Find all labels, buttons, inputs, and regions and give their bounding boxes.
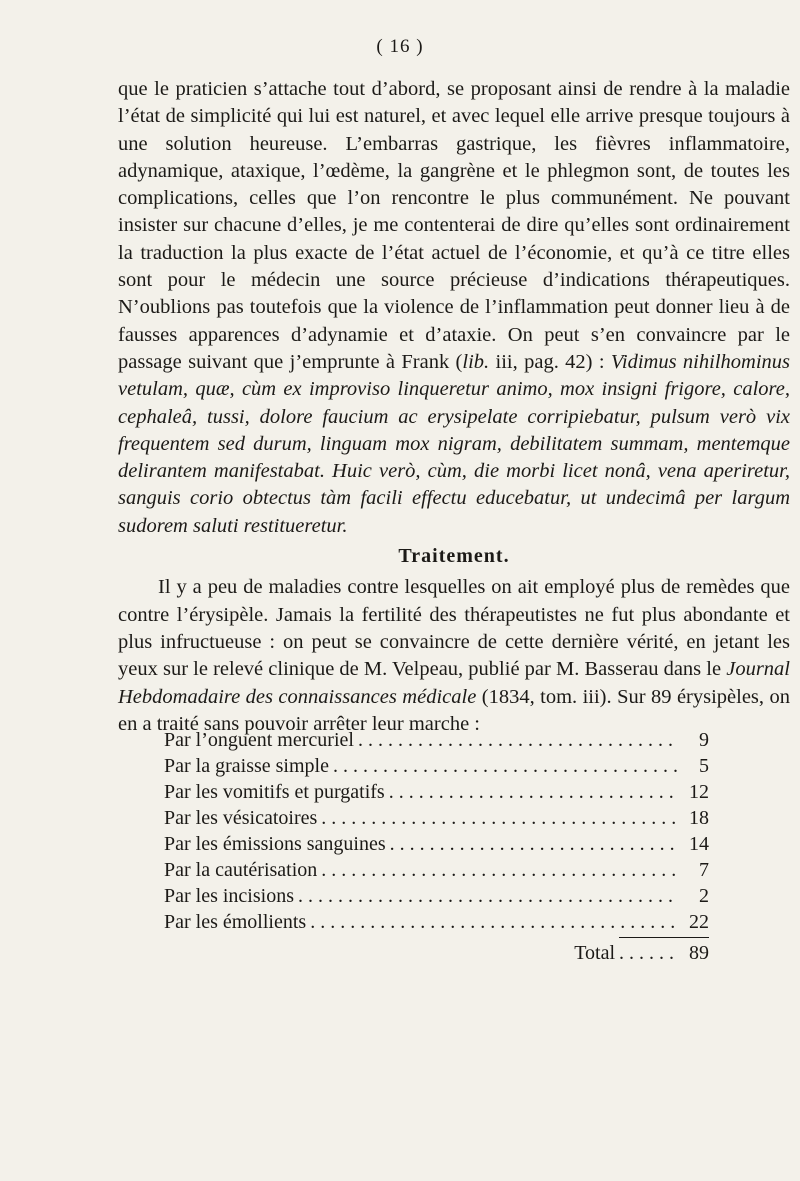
dot-leader: [298, 883, 679, 909]
tally-count: 18: [689, 807, 709, 829]
tally-row: [164, 857, 709, 883]
dot-leader: [390, 831, 679, 857]
tally-label: Par les émollients: [164, 911, 307, 933]
reference-rest: iii, pag. 42) :: [489, 350, 611, 373]
dot-leader: [310, 909, 679, 935]
dot-leader: [321, 805, 679, 831]
tally-row: [164, 753, 709, 779]
tally-count: 12: [689, 781, 709, 803]
tally-row: [164, 805, 709, 831]
body-text: [118, 76, 790, 738]
tally-label: Par les vomitifs et purgatifs: [164, 781, 385, 803]
tally-row: [164, 883, 709, 909]
tally-label: Par les vésicatoires: [164, 807, 318, 829]
dot-leader: [389, 779, 679, 805]
tally-count: 5: [699, 755, 709, 777]
tally-count: 9: [699, 729, 709, 751]
total-label: Total: [574, 942, 615, 964]
section-heading: Traitement.: [398, 545, 510, 568]
dot-leader: [619, 940, 679, 966]
paragraph-text: que le praticien s’attache tout d’abord, se proposant ainsi de rendre à la maladie l’état de simplicité qui lui est naturel, et avec lequel elle arrive presque toujours à une solution heureuse. L’embarras gastrique, les fièvres inflammatoire, adynamique, ataxique, l’œdème, la gangrène et le phlegmon sont, de toutes les complications, celles que l’on rencontre le plus communément. Ne pouvant insister sur chacune d’elles, je me contenterai de dire qu’elles sont ordinairement la traduction la plus exacte de l’état actuel de l’économie, et qu’à ce titre elles sont pour le médecin une source précieuse d’indications thérapeutiques. N’oublions pas toutefois que la violence de l’inflammation peut donner lieu à de fausses apparences d’adynamie et d’ataxie. On peut s’en convaincre par le passage suivant que j’emprunte à Frank (: [118, 78, 790, 373]
treatment-tally: [164, 727, 709, 966]
total-rule: [619, 937, 709, 938]
tally-label: Par les incisions: [164, 885, 294, 907]
paragraph-text: Il y a peu de maladies contre lesquelles on ait employé plus de remèdes que contre l’érysipèle. Jamais la fertilité des thérapeutistes ne fut plus abondante et plus infructueuse : on peut se convaincre de cette dernière vérité, en jetant les yeux sur le relevé clinique de M. Velpeau, publié par M. Basserau dans le: [118, 576, 790, 681]
tally-count: 7: [699, 859, 709, 881]
tally-row: [164, 727, 709, 753]
latin-quote: Vidimus nihilhominus vetulam, quæ, cùm ex improviso linqueretur animo, mox insigni frigore, calore, cephaleâ, tussi, dolore faucium ac erysipelate corripiebatur, pulsum verò vix frequentem sed durum, linguam mox nigram, debilitatem summam, mentemque delirantem manifestabat. Huic verò, cùm, die morbi licet nonâ, vena aperiretur, sanguis corio obtectus tàm facili effectu educebatur, ut undecimâ per largum sudorem saluti restitueretur.: [118, 350, 790, 537]
tally-label: Par les émissions sanguines: [164, 833, 386, 855]
tally-count: 22: [689, 911, 709, 933]
tally-count: 2: [699, 885, 709, 907]
tally-row: [164, 909, 709, 935]
tally-row: [164, 831, 709, 857]
total-row: [164, 940, 709, 966]
tally-label: Par la graisse simple: [164, 755, 329, 777]
tally-label: Par la cautérisation: [164, 859, 318, 881]
total-count: 89: [689, 942, 709, 964]
page-number: ( 16 ): [376, 36, 424, 57]
tally-label: Par l’onguent mercuriel: [164, 729, 354, 751]
tally-count: 14: [689, 833, 709, 855]
tally-row: [164, 779, 709, 805]
paragraph-treatment: [118, 574, 790, 738]
paragraph-text-end: (1834, tom. iii). Sur 89 érysipèles, on en a traité sans pouvoir arrêter leur marche :: [118, 685, 790, 735]
dot-leader: [358, 727, 679, 753]
journal-title: Journal Hebdomadaire des connaissances médicale: [118, 658, 790, 708]
dot-leader: [321, 857, 679, 883]
paragraph-complications: [118, 76, 790, 540]
dot-leader: [333, 753, 679, 779]
reference-lib: lib.: [462, 350, 490, 373]
